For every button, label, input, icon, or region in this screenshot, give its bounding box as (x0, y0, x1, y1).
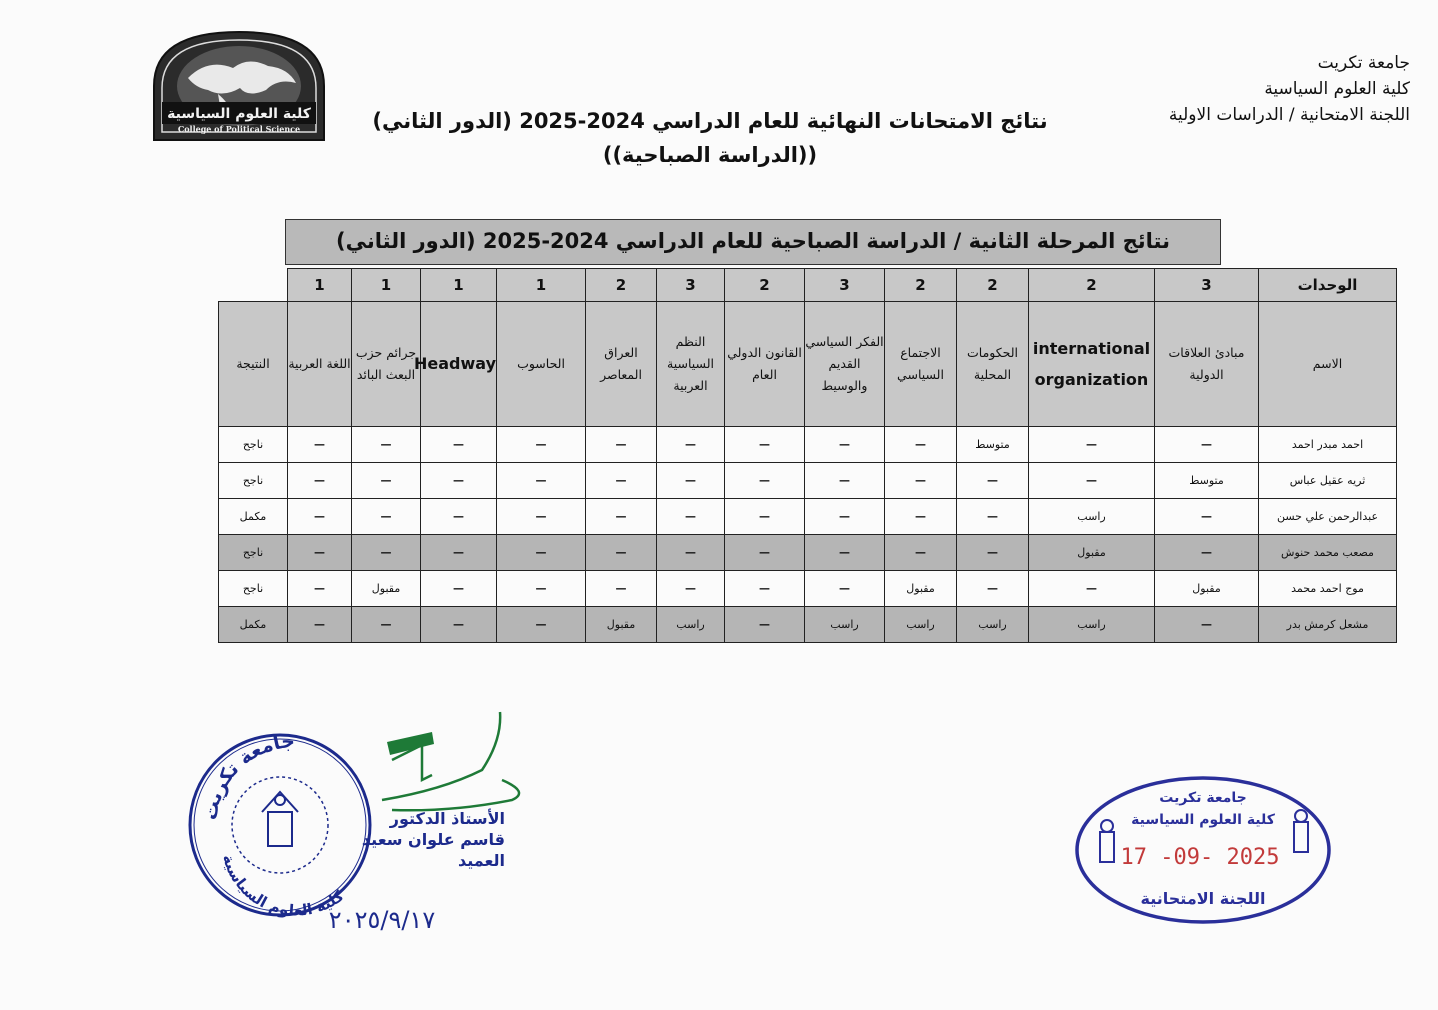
unit-cell: 2 (1029, 269, 1155, 302)
grade-cell: — (805, 499, 885, 535)
subjects-row (219, 302, 1397, 427)
subject-header: اللغة العربية (288, 302, 352, 427)
name-header: الاسم (1259, 302, 1397, 427)
logo-english-text: College of Political Science (177, 124, 301, 134)
unit-cell: 3 (1155, 269, 1259, 302)
subject-header: الفكر السياسي القديم والوسيط (805, 302, 885, 427)
logo-arabic-text: كلية العلوم السياسية (167, 106, 311, 122)
grade-cell: — (657, 427, 725, 463)
grade-cell: — (421, 499, 497, 535)
student-name: مصعب محمد حنوش (1259, 535, 1397, 571)
page-title (330, 104, 1090, 172)
institution-header (1169, 50, 1410, 128)
grade-cell: — (957, 463, 1029, 499)
result-cell: مكمل (219, 499, 288, 535)
grade-cell: مقبول (586, 607, 657, 643)
grade-cell: — (586, 535, 657, 571)
grade-cell: — (657, 535, 725, 571)
grade-cell: — (725, 463, 805, 499)
subject-header: القانون الدولي العام (725, 302, 805, 427)
dean-signature-block (345, 808, 505, 871)
grade-cell: — (352, 607, 421, 643)
results-table (218, 268, 1397, 643)
stamp-line-1: جامعة تكريت (1159, 790, 1247, 806)
unit-cell: 3 (805, 269, 885, 302)
grade-cell: — (725, 499, 805, 535)
result-header: النتيجة (219, 302, 288, 427)
student-name: عبدالرحمن علي حسن (1259, 499, 1397, 535)
grade-cell: مقبول (1029, 535, 1155, 571)
signature-date: ٢٠٢٥/٩/١٧ (328, 906, 436, 934)
grade-cell: — (497, 499, 586, 535)
grade-cell: — (288, 571, 352, 607)
unit-cell: 2 (957, 269, 1029, 302)
grade-cell: — (1155, 499, 1259, 535)
grade-cell: — (725, 607, 805, 643)
grade-cell: — (957, 499, 1029, 535)
grade-cell: — (288, 607, 352, 643)
grade-cell: — (352, 535, 421, 571)
results-body (219, 427, 1397, 643)
college-logo (148, 28, 330, 144)
grade-cell: — (586, 427, 657, 463)
unit-cell: 2 (885, 269, 957, 302)
grade-cell: — (885, 463, 957, 499)
subject-header: الاجتماع السياسي (885, 302, 957, 427)
stamp-date: 17 -09- 2025 (1120, 845, 1280, 870)
subject-header: Headway (421, 302, 497, 427)
grade-cell: — (1155, 427, 1259, 463)
grade-cell: — (885, 535, 957, 571)
grade-cell: — (352, 499, 421, 535)
result-cell: ناجح (219, 571, 288, 607)
grade-cell: — (805, 427, 885, 463)
grade-cell: — (725, 535, 805, 571)
grade-cell: — (352, 463, 421, 499)
grade-cell: — (288, 535, 352, 571)
student-name: مشعل كرمش بدر (1259, 607, 1397, 643)
grade-cell: راسب (657, 607, 725, 643)
title-line-2: ((الدراسة الصباحية)) (602, 143, 818, 167)
grade-cell: — (957, 535, 1029, 571)
table-row (219, 427, 1397, 463)
student-name: ثريه عقيل عباس (1259, 463, 1397, 499)
grade-cell: — (957, 571, 1029, 607)
table-row (219, 463, 1397, 499)
grade-cell: — (805, 535, 885, 571)
committee-stamp (1072, 772, 1334, 928)
grade-cell: — (497, 427, 586, 463)
stamp-bottom-text: كلية العلوم السياسية (219, 852, 348, 920)
unit-cell: 1 (497, 269, 586, 302)
grade-cell: مقبول (885, 571, 957, 607)
grade-cell: — (657, 499, 725, 535)
result-cell: ناجح (219, 535, 288, 571)
stamp-line-2: كلية العلوم السياسية (1131, 812, 1275, 828)
stamp-top-text: جامعة تكريت (199, 730, 296, 822)
unit-cell: 2 (725, 269, 805, 302)
grade-cell: — (805, 463, 885, 499)
grade-cell: — (586, 499, 657, 535)
unit-cell: 2 (586, 269, 657, 302)
unit-cell: 1 (352, 269, 421, 302)
units-row (219, 269, 1397, 302)
grade-cell: راسب (1029, 499, 1155, 535)
college-name: كلية العلوم السياسية (1264, 79, 1410, 99)
grade-cell: — (885, 427, 957, 463)
grade-cell: — (1029, 427, 1155, 463)
unit-cell: 3 (657, 269, 725, 302)
table-row (219, 499, 1397, 535)
result-cell: مكمل (219, 607, 288, 643)
unit-cell: 1 (421, 269, 497, 302)
grade-cell: — (421, 607, 497, 643)
grade-cell: — (805, 571, 885, 607)
grade-cell: — (1029, 463, 1155, 499)
student-name: موج احمد محمد (1259, 571, 1397, 607)
grade-cell: — (421, 427, 497, 463)
table-row (219, 535, 1397, 571)
grade-cell: — (725, 427, 805, 463)
subject-header: مبادئ العلاقات الدولية (1155, 302, 1259, 427)
dean-name: قاسم علوان سعيد (361, 830, 505, 849)
dean-title: الأستاذ الدكتور (389, 809, 505, 828)
grade-cell: — (421, 463, 497, 499)
subject-header: الحكومات المحلية (957, 302, 1029, 427)
grade-cell: — (497, 463, 586, 499)
stamp-line-3: اللجنة الامتحانية (1140, 889, 1266, 908)
subject-header: international organization (1029, 302, 1155, 427)
grade-cell: — (1155, 535, 1259, 571)
grade-cell: — (352, 427, 421, 463)
unit-cell: 1 (288, 269, 352, 302)
grade-cell: — (421, 571, 497, 607)
grade-cell: — (657, 463, 725, 499)
committee-name: اللجنة الامتحانية / الدراسات الاولية (1168, 105, 1410, 125)
grade-cell: — (885, 499, 957, 535)
svg-text:جامعة تكريت (199, 730, 295, 822)
table-row (219, 607, 1397, 643)
subject-header: النظم السياسية العربية (657, 302, 725, 427)
empty-corner (219, 269, 288, 302)
grade-cell: متوسط (1155, 463, 1259, 499)
grade-cell: مقبول (1155, 571, 1259, 607)
grade-cell: راسب (1029, 607, 1155, 643)
grade-cell: راسب (805, 607, 885, 643)
student-name: احمد مبدر احمد (1259, 427, 1397, 463)
grade-cell: — (586, 571, 657, 607)
table-caption: نتائج المرحلة الثانية / الدراسة الصباحية للعام الدراسي 2024-2025 (الدور الثاني) (285, 219, 1221, 265)
subject-header: العراق المعاصر (586, 302, 657, 427)
table-row (219, 571, 1397, 607)
units-label: الوحدات (1259, 269, 1397, 302)
subject-header: الحاسوب (497, 302, 586, 427)
result-cell: ناجح (219, 463, 288, 499)
grade-cell: — (497, 535, 586, 571)
result-cell: ناجح (219, 427, 288, 463)
grade-cell: — (586, 463, 657, 499)
grade-cell: متوسط (957, 427, 1029, 463)
grade-cell: — (288, 463, 352, 499)
grade-cell: — (497, 607, 586, 643)
university-name: جامعة تكريت (1317, 53, 1410, 73)
grade-cell: — (497, 571, 586, 607)
subject-header: جرائم حزب البعث البائد (352, 302, 421, 427)
grade-cell: — (288, 499, 352, 535)
grade-cell: مقبول (352, 571, 421, 607)
grade-cell: — (421, 535, 497, 571)
grade-cell: راسب (885, 607, 957, 643)
dean-position: العميد (457, 851, 505, 870)
grade-cell: — (1155, 607, 1259, 643)
grade-cell: — (725, 571, 805, 607)
grade-cell: — (1029, 571, 1155, 607)
title-line-1: نتائج الامتحانات النهائية للعام الدراسي 2024-2025 (الدور الثاني) (372, 109, 1048, 133)
grade-cell: — (288, 427, 352, 463)
grade-cell: راسب (957, 607, 1029, 643)
grade-cell: — (657, 571, 725, 607)
